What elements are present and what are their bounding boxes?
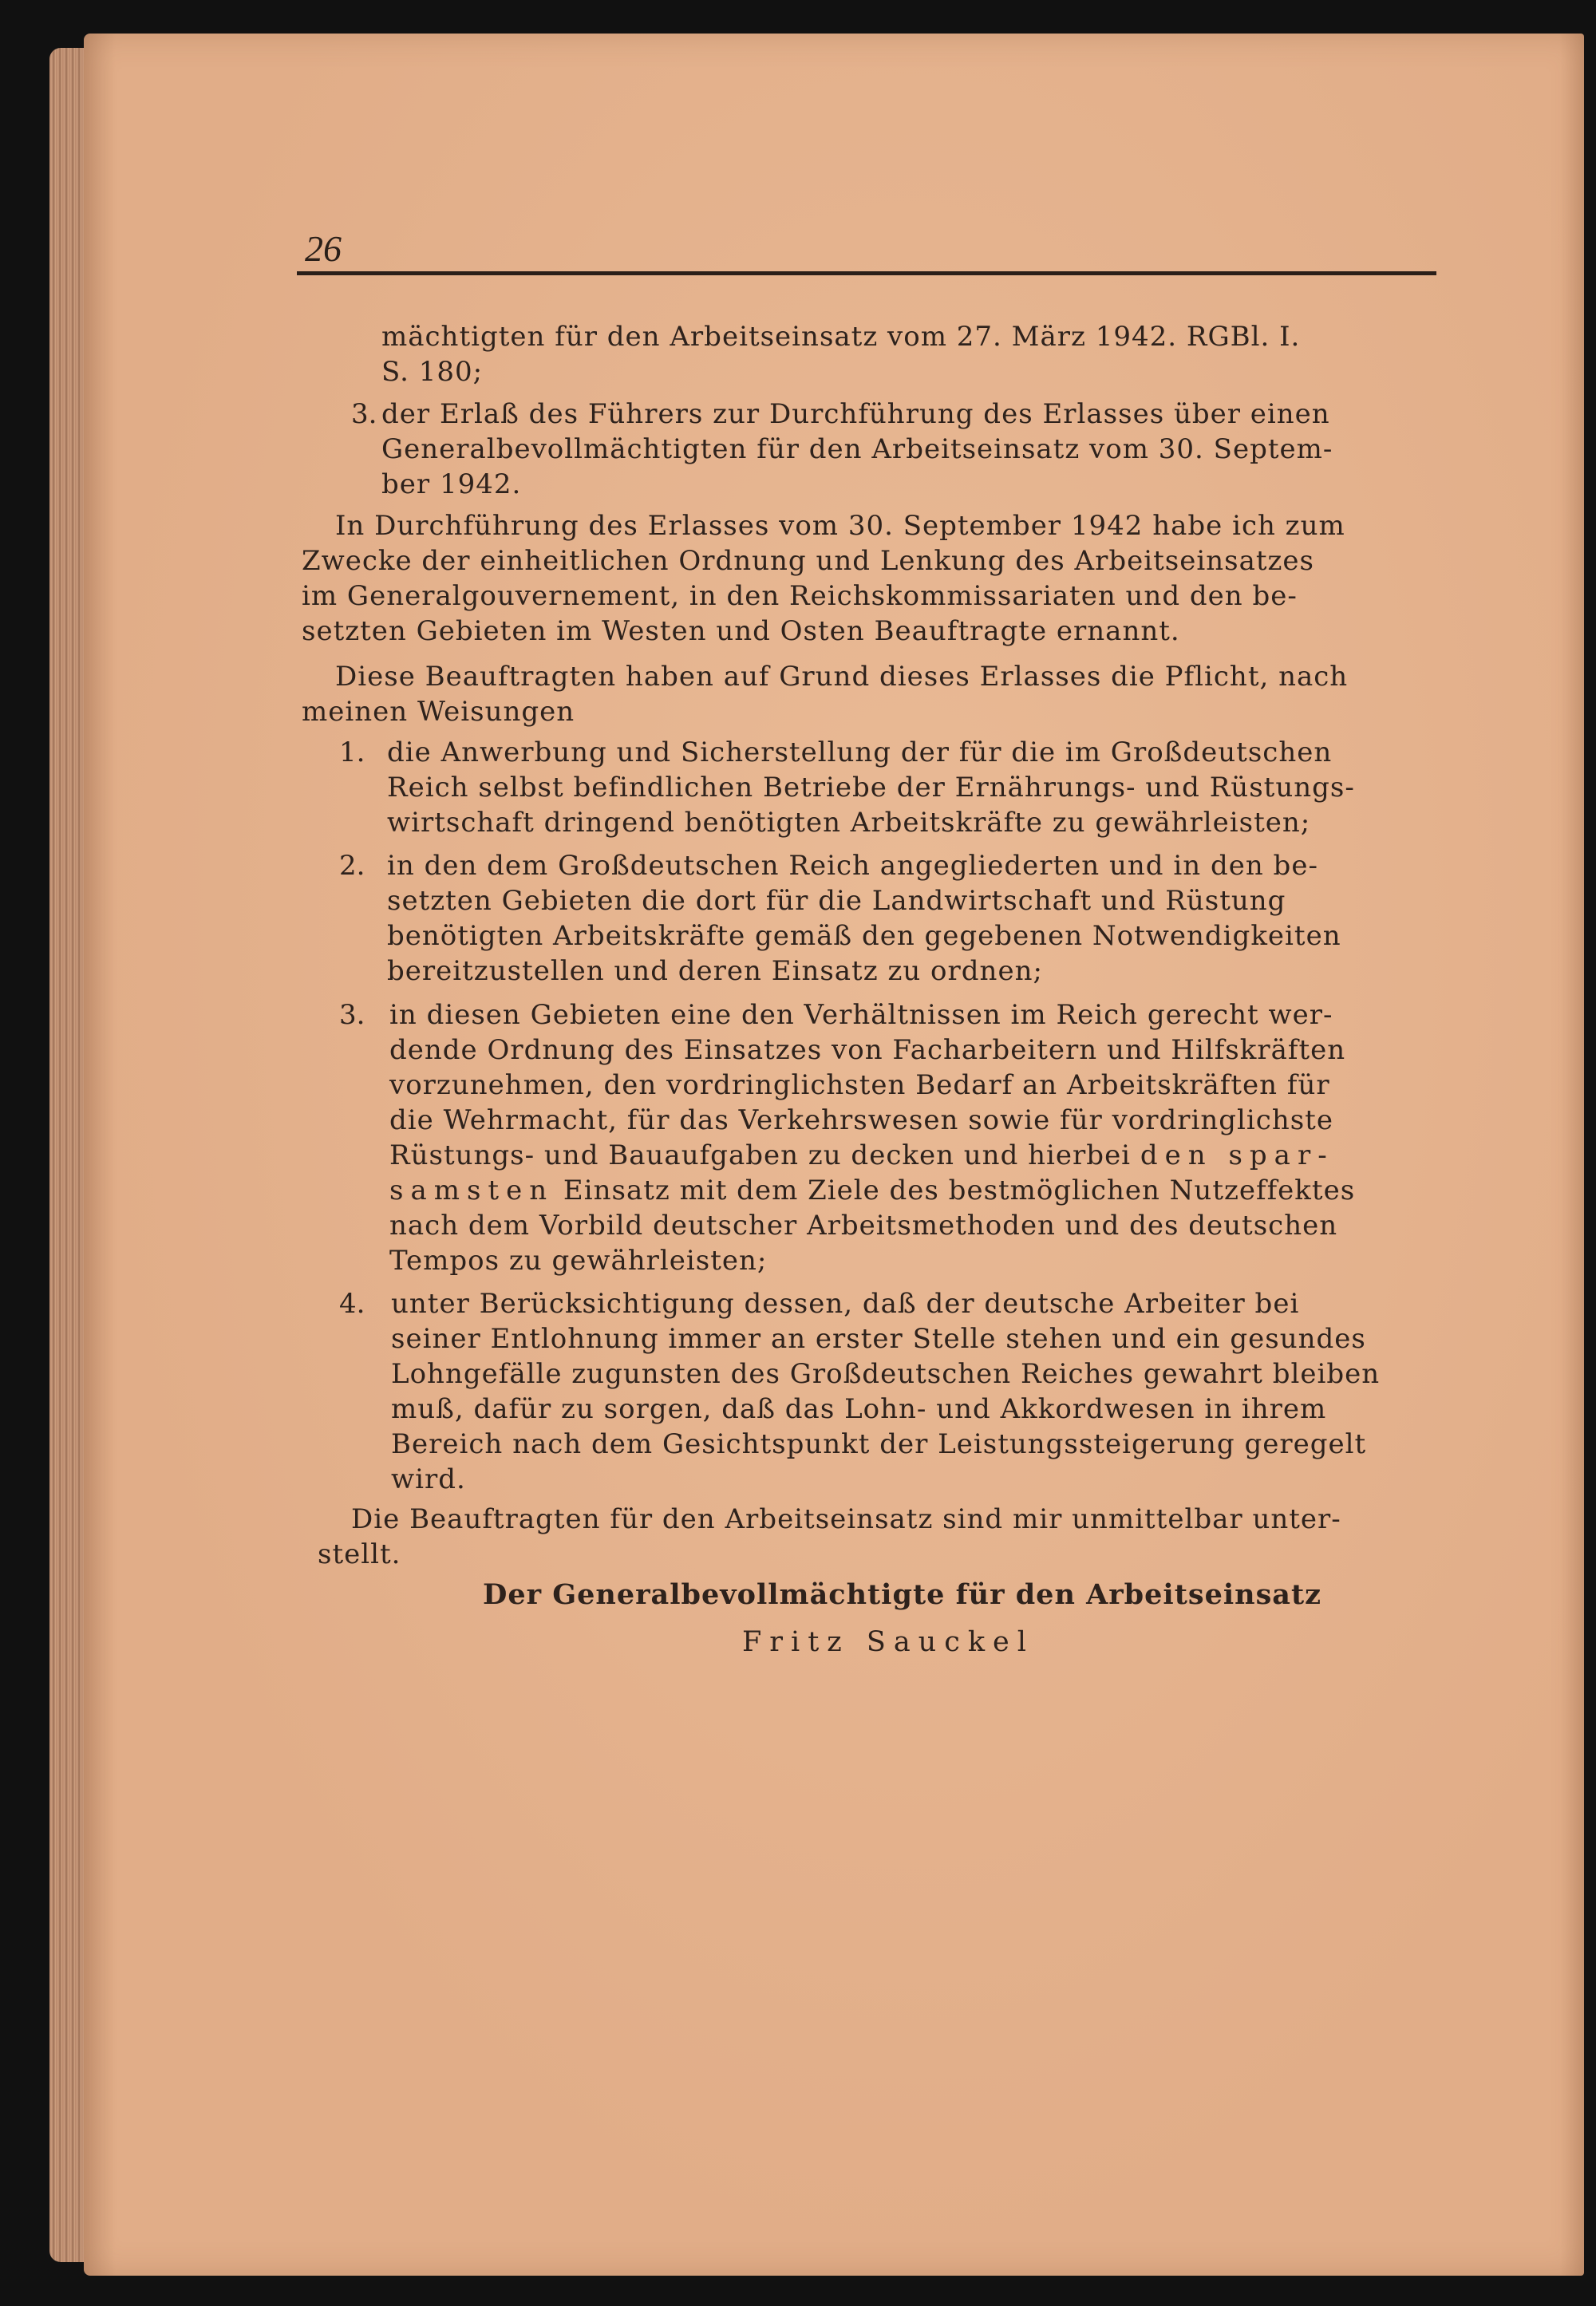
- emphasized-text: den spar-: [1140, 1139, 1334, 1171]
- list-number: 3.: [339, 999, 365, 1031]
- emphasized-text: samsten: [389, 1175, 555, 1206]
- list-number: 2.: [339, 850, 365, 882]
- text-line: die Wehrmacht, für das Verkehrswesen sowie für vordringlichste: [389, 1104, 1333, 1136]
- text-line: unter Berücksichtigung dessen, daß der deutsche Arbeiter bei: [391, 1288, 1300, 1320]
- list-number: 4.: [339, 1288, 365, 1320]
- text-line: [389, 1138, 1334, 1173]
- text-line: Lohngefälle zugunsten des Großdeutschen Reiches gewahrt bleiben: [391, 1358, 1381, 1390]
- text-segment: Rüstungs- und Bauaufgaben zu decken und hierbei: [389, 1139, 1132, 1171]
- text-line: ber 1942.: [381, 468, 522, 500]
- text-line: Generalbevollmächtigten für den Arbeitseinsatz vom 30. Septem-: [381, 433, 1333, 465]
- text-line: Zwecke der einheitlichen Ordnung und Lenkung des Arbeitseinsatzes: [302, 545, 1314, 577]
- text-line: setzten Gebieten im Westen und Osten Beauftragte ernannt.: [302, 615, 1180, 647]
- text-segment: Einsatz mit dem Ziele des bestmöglichen Nutzeffektes: [563, 1175, 1356, 1206]
- text-line: in diesen Gebieten eine den Verhältnissen im Reich gerecht wer-: [389, 999, 1333, 1031]
- text-line: stellt.: [318, 1538, 401, 1570]
- text-line: nach dem Vorbild deutscher Arbeitsmethoden und des deutschen: [389, 1210, 1338, 1242]
- text-line: in den dem Großdeutschen Reich angegliederten und in den be-: [387, 850, 1318, 882]
- text-line: Die Beauftragten für den Arbeitseinsatz sind mir unmittelbar unter-: [351, 1503, 1341, 1535]
- text-line: In Durchführung des Erlasses vom 30. September 1942 habe ich zum: [335, 510, 1345, 542]
- list-number: 1.: [339, 736, 365, 768]
- text-line: der Erlaß des Führers zur Durchführung des Erlasses über einen: [381, 398, 1330, 430]
- text-line: setzten Gebieten die dort für die Landwirtschaft und Rüstung: [387, 885, 1286, 917]
- text-line: wird.: [391, 1463, 466, 1495]
- text-line: Tempos zu gewährleisten;: [389, 1245, 768, 1277]
- text-line: wirtschaft dringend benötigten Arbeitskräfte zu gewährleisten;: [387, 807, 1311, 839]
- text-line: Diese Beauftragten haben auf Grund dieses Erlasses die Pflicht, nach: [335, 661, 1349, 693]
- signature-name: Fritz Sauckel: [742, 1626, 1034, 1658]
- text-line: Bereich nach dem Gesichtspunkt der Leistungssteigerung geregelt: [391, 1428, 1367, 1460]
- text-line: S. 180;: [381, 356, 484, 388]
- signature-title: Der Generalbevollmächtigte für den Arbeitseinsatz: [483, 1578, 1322, 1611]
- page-number: 26: [305, 228, 342, 269]
- text-line: meinen Weisungen: [302, 696, 575, 728]
- list-number: 3.: [351, 398, 377, 430]
- text-line: muß, dafür zu sorgen, daß das Lohn- und Akkordwesen in ihrem: [391, 1393, 1327, 1425]
- text-line: im Generalgouvernement, in den Reichskommissariaten und den be-: [302, 580, 1298, 612]
- text-line: Reich selbst befindlichen Betriebe der Ernährungs- und Rüstungs-: [387, 772, 1355, 804]
- header-rule: [297, 271, 1436, 275]
- text-line: seiner Entlohnung immer an erster Stelle stehen und ein gesundes: [391, 1323, 1366, 1355]
- text-line: bereitzustellen und deren Einsatz zu ordnen;: [387, 955, 1043, 987]
- text-line: mächtigten für den Arbeitseinsatz vom 27. März 1942. RGBl. I.: [381, 321, 1301, 353]
- text-line: dende Ordnung des Einsatzes von Facharbeitern und Hilfskräften: [389, 1034, 1346, 1066]
- text-line: [389, 1173, 1355, 1208]
- text-line: die Anwerbung und Sicherstellung der für die im Großdeutschen: [387, 736, 1333, 768]
- text-line: vorzunehmen, den vordringlichsten Bedarf an Arbeitskräften für: [389, 1069, 1330, 1101]
- text-line: benötigten Arbeitskräfte gemäß den gegebenen Notwendigkeiten: [387, 920, 1341, 952]
